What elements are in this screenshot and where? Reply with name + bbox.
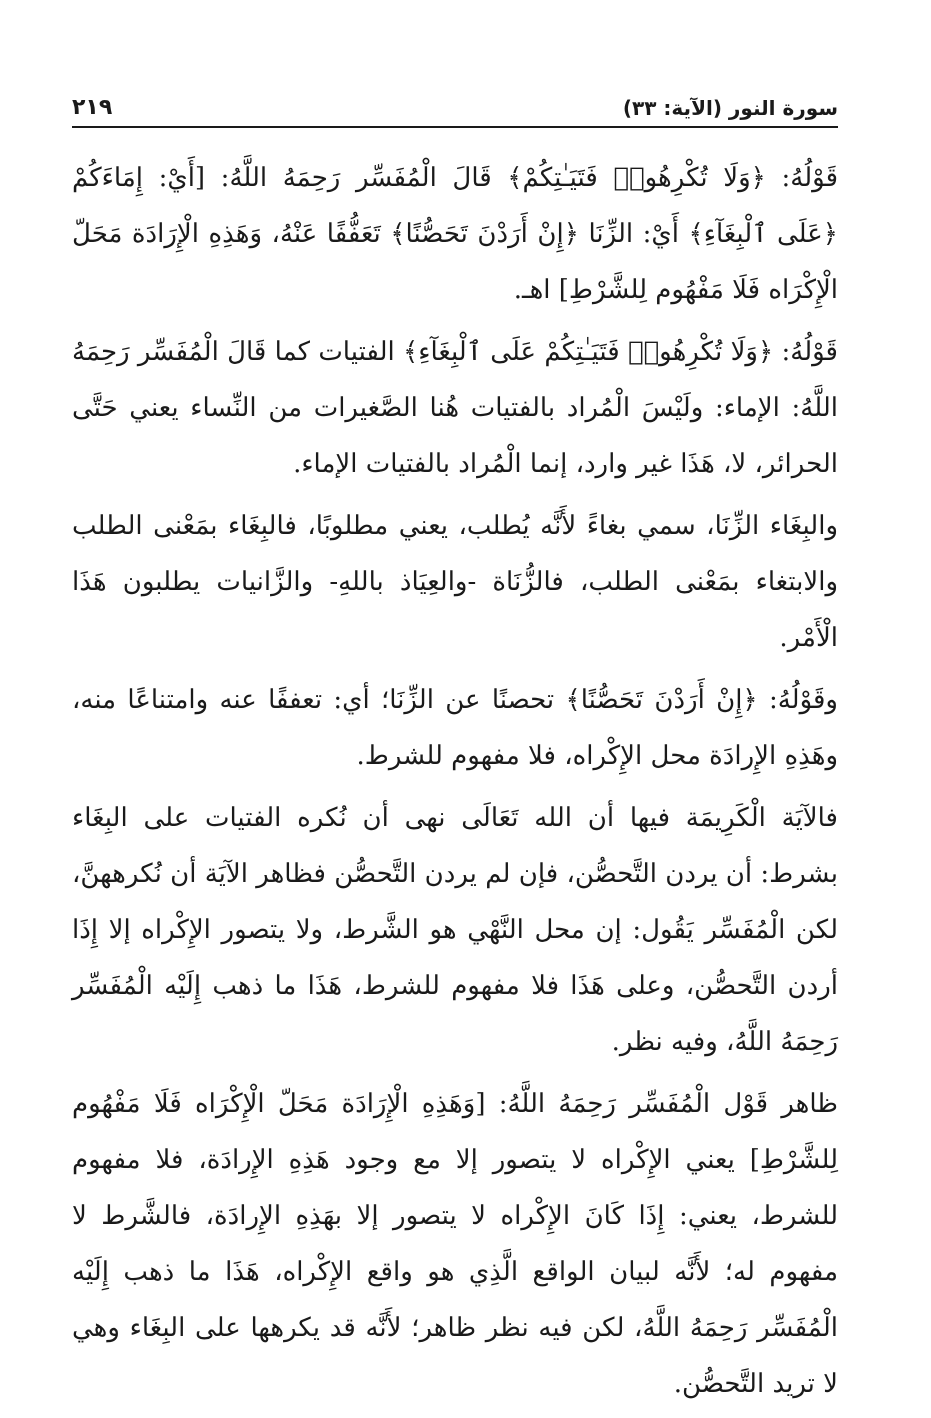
paragraph-1: قَوْلُهُ: ﴿وَلَا تُكْرِهُوا۟ فَتَيَـٰتِكُمْ﴾ قَالَ الْمُفَسِّر رَحِمَهُ اللَّهُ: [أَيْ: إِمَاءَكُمْ ﴿عَلَى ٱلْبِغَآءِ﴾ أَيْ: الزِّنَا ﴿إِنْ أَرَدْنَ تَحَصُّنًا﴾ تَعَفُّفًا عَنْهُ، وَهَذِهِ الْإِرَادَة مَحَلّ الْإِكْرَاه فَلَا مَفْهُوم لِلشَّرْطِ] اهـ. — [72, 163, 838, 305]
paragraph-3: والبِغَاء الزِّنَا، سمي بغاءً لأَنَّه يُطلب، يعني مطلوبًا، فالبِغَاء بمَعْنى الطلب والابتغاء بمَعْنى الطلب، فالزُّنَاة -والعِيَاذ باللهِ- والزَّانيات يطلبون هَذَا الْأَمْر. — [72, 511, 838, 653]
body-text — [72, 150, 838, 1412]
paragraph-2: قَوْلُهُ: ﴿وَلَا تُكْرِهُوا۟ فَتَيَـٰتِكُمْ عَلَى ٱلْبِغَآءِ﴾ الفتيات كما قَالَ الْمُفَسِّر رَحِمَهُ اللَّهُ: الإماء: ولَيْسَ الْمُراد بالفتيات هُنا الصَّغيرات من النِّساء يعني حَتَّى الحرائر، لا، هَذَا غير وارد، إنما الْمُراد بالفتيات الإماء. — [72, 337, 838, 479]
paragraph-6: ظاهر قَوْل الْمُفَسِّر رَحِمَهُ اللَّهُ: [وَهَذِهِ الْإِرَادَة مَحَلّ الْإِكْرَاه فَلَا مَفْهُوم لِلشَّرْطِ] يعني الإِكْراه لا يتصور إلا مع وجود هَذِهِ الإِرادَة، فلا مفهوم للشرط، يعني: إِذَا كَانَ الإِكْراه لا يتصور إلا بهَذِهِ الإِرادَة، فالشَّرط لا مفهوم له؛ لأَنَّه لبيان الواقع الَّذِي هو واقع الإِكْراه، هَذَا ما ذهب إِلَيْه الْمُفَسِّر رَحِمَهُ اللَّهُ، لكن فيه نظر ظاهر؛ لأَنَّه قد يكرهها على البِغَاء وهي لا تريد التَّحصُّن. — [72, 1089, 838, 1399]
running-head-title: سورة النور (الآية: ٣٣) — [622, 96, 838, 120]
paragraph-5: فالآيَة الْكَرِيمَة فيها أن الله تَعَالَى نهى أن نُكره الفتيات على البِغَاء بشرط: أن يردن التَّحصُّن، فإن لم يردن التَّحصُّن فظاهر الآيَة أن نُكرههنَّ، لكن الْمُفَسِّر يَقُول: إن محل النَّهْي هو الشَّرط، ولا يتصور الإِكْراه إلا إِذَا أردن التَّحصُّن، وعلى هَذَا فلا مفهوم للشرط، هَذَا ما ذهب إِلَيْه الْمُفَسِّر رَحِمَهُ اللَّهُ، وفيه نظر. — [72, 803, 838, 1057]
page-number: ٢١٩ — [72, 95, 113, 120]
paragraph-4: وقَوْلُهُ: ﴿إِنْ أَرَدْنَ تَحَصُّنًا﴾ تحصنًا عن الزِّنَا؛ أي: تعففًا عنه وامتناعًا منه، وهَذِهِ الإِرادَة محل الإِكْراه، فلا مفهوم للشرط. — [72, 685, 838, 771]
book-page — [72, 80, 838, 1418]
page-header — [72, 80, 838, 120]
header-divider — [72, 126, 838, 128]
